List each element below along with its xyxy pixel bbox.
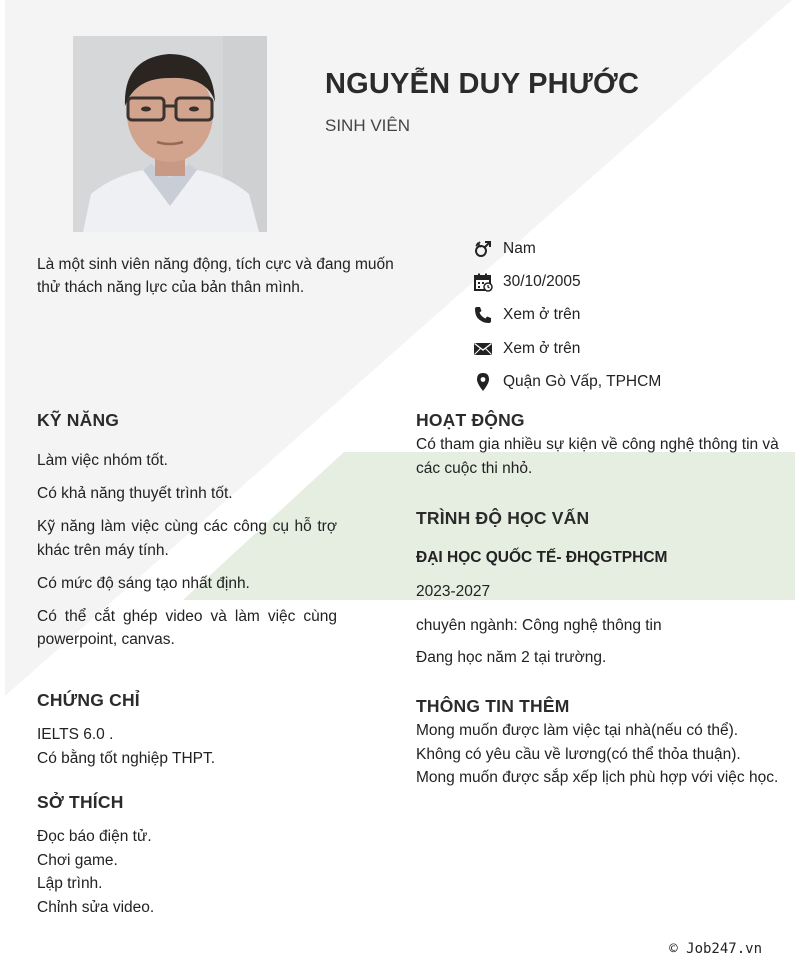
hobby-item: Chơi game. (37, 851, 118, 869)
hobby-item: Lập trình. (37, 875, 103, 892)
skills-section (37, 410, 337, 661)
contact-address (472, 365, 792, 398)
contact-email-value: Xem ở trên (503, 339, 581, 357)
skill-item: Có thể cắt ghép video và làm việc cùng powerpoint, canvas. (37, 607, 337, 648)
certificate-item: IELTS 6.0 . (37, 726, 114, 743)
hobby-item: Chỉnh sửa video. (37, 898, 155, 916)
contact-gender (472, 232, 792, 265)
skill-item: Kỹ năng làm việc cùng các công cụ hỗ trợ khác trên máy tính. (37, 518, 337, 559)
certificate-item: Có bằng tốt nghiệp THPT. (37, 749, 216, 767)
calendar-icon (472, 271, 493, 292)
activities-title: HOẠT ĐỘNG (416, 410, 525, 430)
education-years: 2023-2027 (416, 583, 491, 600)
summary-text: Là một sinh viên năng động, tích cực và đang muốn thử thách năng lực của bản thân mình. (37, 256, 394, 296)
education-status: Đang học năm 2 tại trường. (416, 649, 607, 666)
profile-photo (73, 36, 267, 232)
extra-info-line: Mong muốn được làm việc tại nhà(nếu có thể). (416, 722, 739, 739)
activities-text: Có tham gia nhiều sự kiện về công nghệ thông tin và các cuộc thi nhỏ. (416, 436, 779, 477)
footer-watermark: © Job247.vn (669, 941, 762, 957)
contact-gender-value: Nam (503, 239, 536, 257)
contact-email (472, 332, 792, 365)
extra-info-line: Mong muốn được sắp xếp lịch phù hợp với việc học. (416, 769, 779, 786)
education-section (416, 508, 781, 670)
candidate-name: NGUYỄN DUY PHƯỚC (325, 68, 640, 100)
hobbies-title: SỞ THÍCH (37, 792, 124, 812)
contact-list (472, 232, 792, 398)
phone-icon (472, 305, 493, 326)
education-title: TRÌNH ĐỘ HỌC VẤN (416, 508, 590, 528)
contact-birthday-value: 30/10/2005 (503, 272, 581, 290)
extra-info-title: THÔNG TIN THÊM (416, 696, 570, 716)
email-icon (472, 338, 493, 359)
gender-icon (472, 238, 493, 259)
skills-title: KỸ NĂNG (37, 410, 120, 430)
extra-info-section (416, 696, 781, 790)
activities-section (416, 410, 781, 480)
contact-phone-value: Xem ở trên (503, 306, 581, 324)
candidate-position: SINH VIÊN (325, 116, 411, 135)
contact-phone (472, 299, 792, 332)
skill-item: Làm việc nhóm tốt. (37, 452, 168, 469)
certificates-section (37, 690, 337, 770)
extra-info-line: Không có yêu cầu về lương(có thể thỏa thuận). (416, 745, 741, 763)
education-school: ĐẠI HỌC QUỐC TẾ- ĐHQGTPHCM (416, 549, 668, 566)
hobbies-section (37, 792, 337, 919)
contact-birthday (472, 265, 792, 298)
contact-address-value: Quận Gò Vấp, TPHCM (503, 372, 662, 390)
skill-item: Có khả năng thuyết trình tốt. (37, 485, 233, 502)
education-major: chuyên ngành: Công nghệ thông tin (416, 616, 662, 634)
hobby-item: Đọc báo điện tử. (37, 828, 152, 845)
skill-item: Có mức độ sáng tạo nhất định. (37, 574, 250, 592)
certificates-title: CHỨNG CHỈ (37, 690, 140, 710)
location-icon (472, 371, 493, 392)
